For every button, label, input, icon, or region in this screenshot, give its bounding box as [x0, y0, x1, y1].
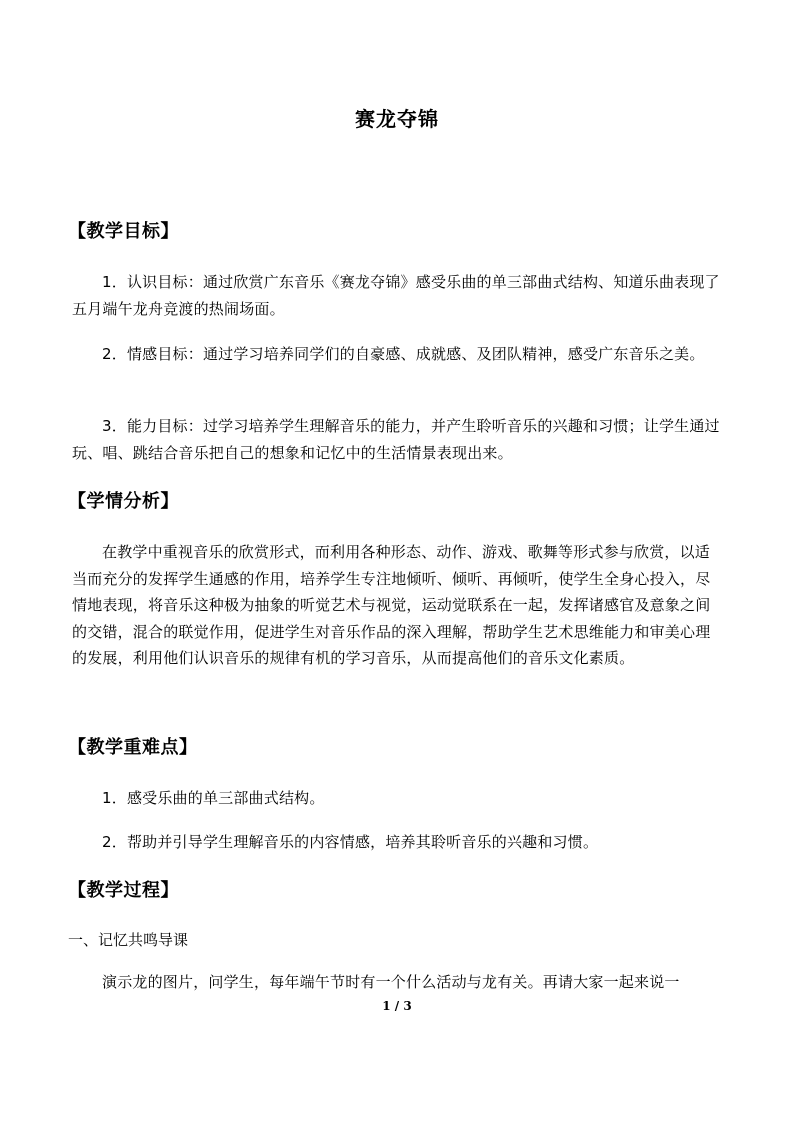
process-paragraph: 演示龙的图片，问学生，每年端午节时有一个什么活动与龙有关。再请大家一起来说一 — [102, 973, 680, 991]
objective-item-3: 3．能力目标：过学习培养学生理解音乐的能力，并产生聆听音乐的兴趣和习惯；让学生通过玩、唱、跳结合音乐把自己的想象和记忆中的生活情景表现出来。 — [72, 417, 720, 462]
key-point-item-2: 2．帮助并引导学生理解音乐的内容情感，培养其聆听音乐的兴趣和习惯。 — [102, 833, 599, 851]
key-point-item-1: 1．感受乐曲的单三部曲式结构。 — [102, 789, 325, 807]
document-title: 赛龙夺锦 — [355, 107, 439, 131]
page-indicator: 1 / 3 — [382, 999, 412, 1013]
objective-item-2: 2．情感目标：通过学习培养同学们的自豪感、成就感、及团队精神，感受广东音乐之美。 — [102, 345, 705, 363]
heading-analysis: 【学情分析】 — [68, 491, 179, 512]
analysis-paragraph: 在教学中重视音乐的欣赏形式，而利用各种形态、动作、游戏、歌舞等形式参与欣赏，以适当而充分的发挥学生通感的作用，培养学生专注地倾听、倾听、再倾听，使学生全身心投入，尽情地表现，将音乐这种极为抽象的听觉艺术与视觉，运动觉联系在一起，发挥诸感官及意象之间的交错，混合的联觉作用，促进学生对音乐作品的深入理解，帮助学生艺术思维能力和审美心理的发展，利用他们认识音乐的规律有机的学习音乐，从而提高他们的音乐文化素质。 — [72, 543, 711, 668]
heading-objectives: 【教学目标】 — [68, 221, 179, 242]
heading-process: 【教学过程】 — [68, 880, 179, 901]
process-subheading: 一、记忆共鸣导课 — [68, 931, 189, 949]
objective-item-1: 1．认识目标：通过欣赏广东音乐《赛龙夺锦》感受乐曲的单三部曲式结构、知道乐曲表现了五月端午龙舟竞渡的热闹场面。 — [72, 273, 720, 318]
heading-key-points: 【教学重难点】 — [68, 737, 198, 758]
